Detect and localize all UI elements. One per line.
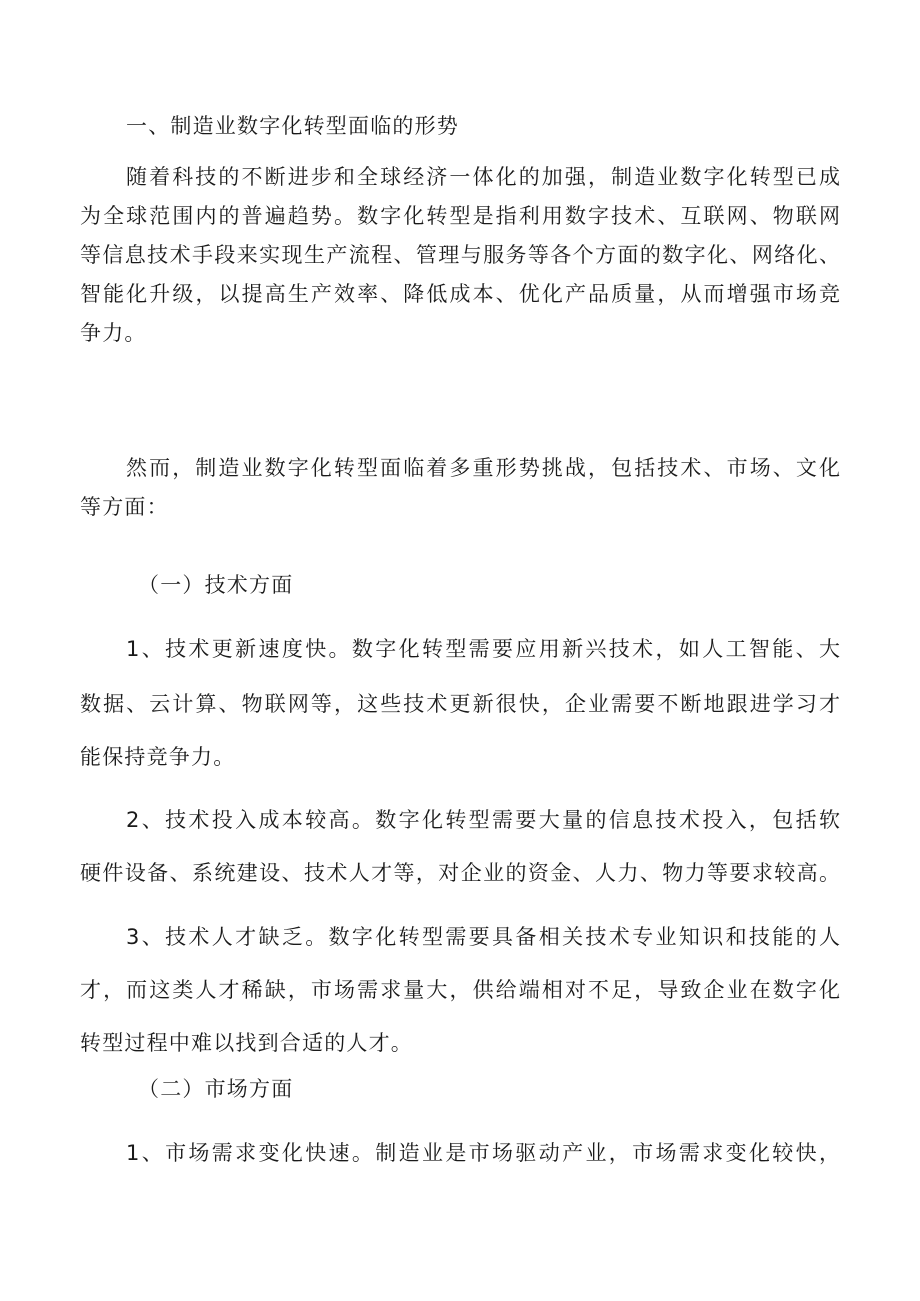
subheading-market: （二）市场方面 [138, 1077, 294, 1101]
paragraph-line: 等信息技术手段来实现生产流程、管理与服务等各个方面的数字化、网络化、 [80, 243, 840, 267]
subheading-tech: （一）技术方面 [138, 573, 294, 597]
list-item-line: 1、技术更新速度快。数字化转型需要应用新兴技术，如人工智能、大 [126, 637, 840, 661]
list-item-line: 数据、云计算、物联网等，这些技术更新很快，企业需要不断地跟进学习才 [80, 692, 840, 716]
section-heading: 一、制造业数字化转型面临的形势 [126, 114, 459, 138]
list-item-line: 能保持竞争力。 [80, 745, 236, 769]
list-item-line: 才，而这类人才稀缺，市场需求量大，供给端相对不足，导致企业在数字化 [80, 978, 840, 1002]
list-item-line: 转型过程中难以找到合适的人才。 [80, 1031, 413, 1055]
paragraph-line: 然而，制造业数字化转型面临着多重形势挑战，包括技术、市场、文化 [126, 456, 840, 480]
paragraph-line: 争力。 [80, 321, 147, 345]
paragraph-line: 为全球范围内的普遍趋势。数字化转型是指利用数字技术、互联网、物联网 [80, 204, 840, 228]
list-item-line: 2、技术投入成本较高。数字化转型需要大量的信息技术投入，包括软 [126, 808, 840, 832]
list-item-line: 1、市场需求变化快速。制造业是市场驱动产业，市场需求变化较快， [126, 1141, 840, 1165]
paragraph-line: 智能化升级，以提高生产效率、降低成本、优化产品质量，从而增强市场竞 [80, 282, 840, 306]
list-item-line: 3、技术人才缺乏。数字化转型需要具备相关技术专业知识和技能的人 [126, 925, 840, 949]
paragraph-line: 等方面： [80, 495, 169, 519]
list-item-line: 硬件设备、系统建设、技术人才等，对企业的资金、人力、物力等要求较高。 [80, 861, 840, 885]
paragraph-line: 随着科技的不断进步和全球经济一体化的加强，制造业数字化转型已成 [126, 165, 840, 189]
